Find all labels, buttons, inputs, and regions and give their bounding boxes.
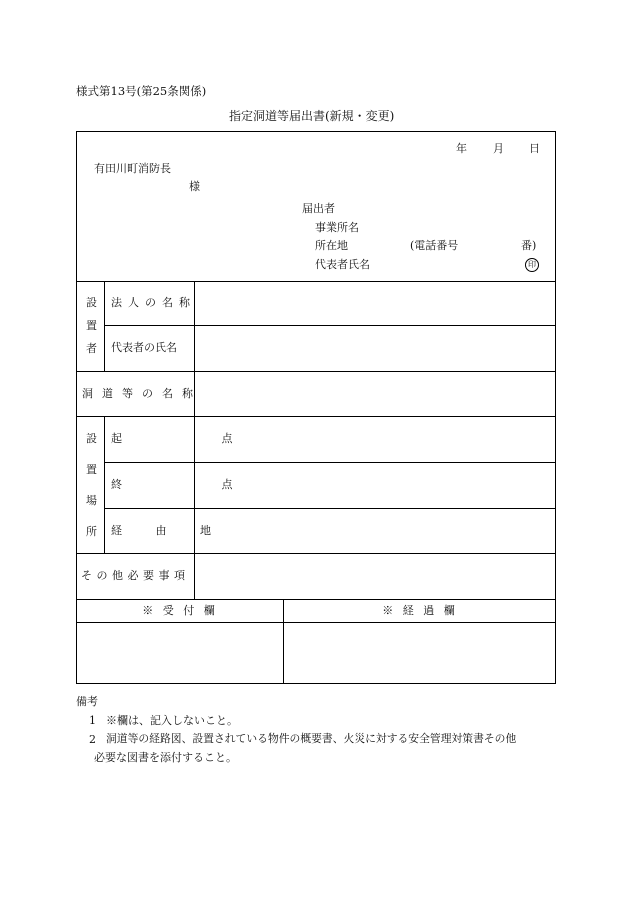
installer-label-3: 者	[86, 342, 97, 355]
end-point-label: 終 点	[111, 478, 281, 491]
via-point-field[interactable]	[196, 510, 554, 551]
tunnel-name-label: 洞道等の名称	[82, 387, 202, 400]
progress-field	[285, 624, 554, 682]
start-point-label: 起 点	[111, 432, 281, 445]
other-label: その他必要事項	[81, 569, 190, 582]
notifier-phone-open: (電話番号	[410, 239, 459, 252]
divider	[76, 599, 556, 600]
corp-name-field[interactable]	[196, 283, 554, 323]
addressee-name: 有田川町消防長	[94, 162, 171, 175]
tunnel-name-field[interactable]	[196, 373, 554, 414]
page-title: 指定洞道等届出書(新規・変更)	[229, 109, 395, 123]
form-number: 様式第13号(第25条関係)	[76, 84, 207, 98]
site-label-1: 設	[86, 432, 97, 445]
rep-name-label: 代表者の氏名	[111, 341, 177, 354]
divider	[104, 462, 556, 463]
notifier-heading: 届出者	[302, 202, 335, 215]
corp-name-label: 法人の名称	[111, 296, 196, 309]
notifier-office-label: 事業所名	[315, 221, 359, 234]
note-2-text-cont: 必要な図書を添付すること。	[94, 751, 237, 764]
note-2-number: 2	[89, 733, 96, 746]
addressee-honorific: 様	[189, 180, 200, 193]
divider	[76, 371, 556, 372]
notifier-address-label: 所在地	[315, 239, 348, 252]
divider	[104, 508, 556, 509]
reception-heading: ※ 受 付 欄	[142, 604, 218, 617]
note-2-text: 洞道等の経路図、設置されている物件の概要書、火災に対する安全管理対策書その他	[106, 732, 517, 745]
site-label-4: 所	[86, 525, 97, 538]
site-label-3: 場	[86, 494, 97, 507]
via-point-label: 経 由 地	[111, 524, 226, 537]
divider	[104, 281, 105, 371]
divider	[283, 599, 284, 684]
reception-field	[78, 624, 282, 682]
progress-heading: ※ 経 過 欄	[382, 604, 458, 617]
end-point-field[interactable]	[196, 464, 554, 506]
divider	[76, 281, 556, 282]
start-point-field[interactable]	[196, 418, 554, 460]
notes-heading: 備考	[76, 695, 98, 708]
other-field[interactable]	[196, 555, 554, 597]
rep-name-field[interactable]	[196, 327, 554, 369]
seal-mark: 印	[525, 258, 539, 272]
seal-icon	[525, 258, 539, 272]
notifier-rep-label: 代表者氏名	[315, 258, 370, 271]
installer-label-1: 設	[86, 296, 97, 309]
site-label-2: 置	[86, 463, 97, 476]
note-1-number: 1	[89, 714, 96, 727]
divider	[76, 416, 556, 417]
divider	[76, 553, 556, 554]
date-day[interactable]: 日	[529, 142, 540, 155]
date-year[interactable]: 年	[456, 142, 467, 155]
divider	[104, 325, 556, 326]
notifier-phone-close: 番)	[521, 239, 537, 252]
installer-label-2: 置	[86, 319, 97, 332]
date-month[interactable]: 月	[493, 142, 504, 155]
divider	[76, 622, 556, 623]
divider	[104, 416, 105, 553]
note-1-text: ※欄は、記入しないこと。	[106, 714, 238, 727]
